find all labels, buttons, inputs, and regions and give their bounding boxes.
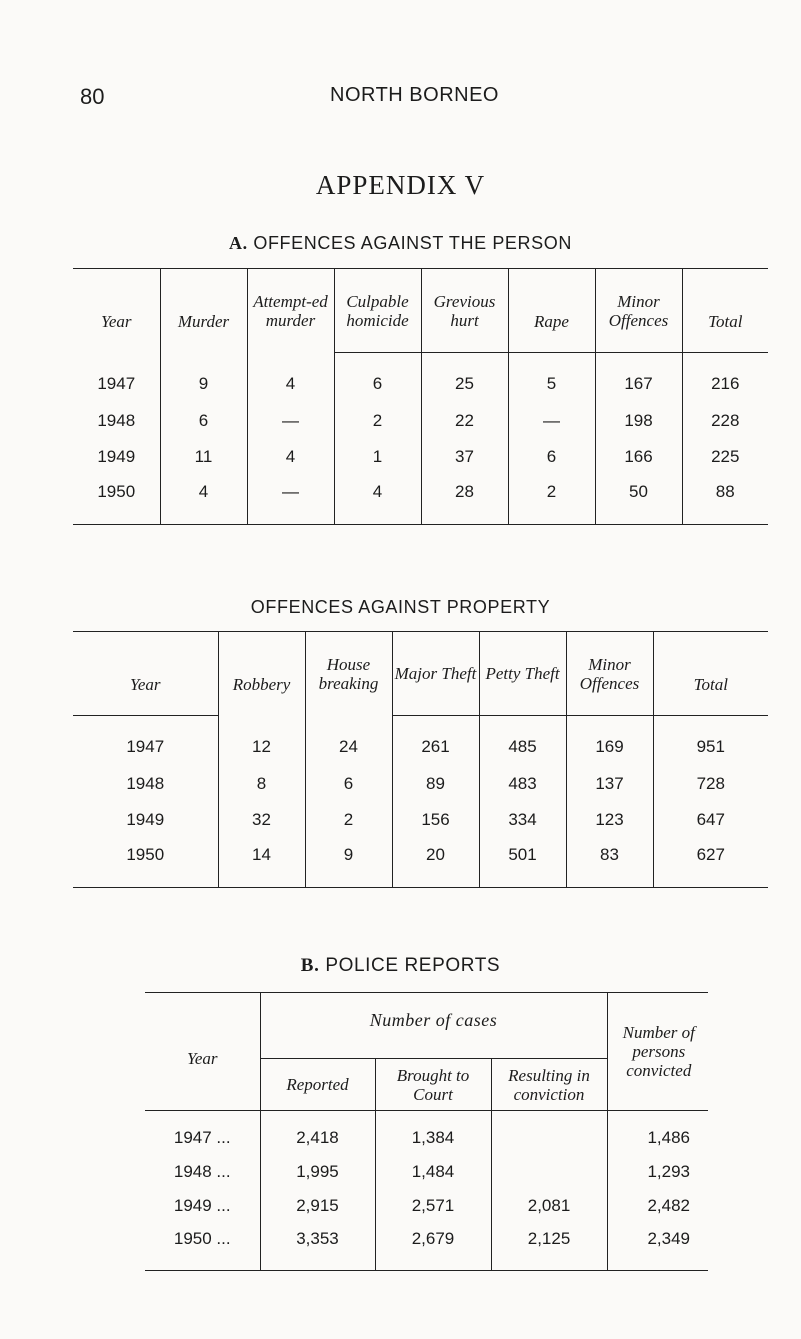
cell-culpable-homicide: 6 [334,353,421,403]
cell-murder: 11 [160,439,247,475]
cell-year: 1949 ... [173,1195,231,1215]
cell-year: 1950 ... [145,1223,260,1271]
cell-attempted-murder: — [247,403,334,439]
col-header-minor-offences: Minor Offences [595,269,682,353]
cell-persons-convicted: 2,349 [607,1223,708,1271]
cell-minor-offences: 169 [566,716,653,766]
cell-robbery: 32 [218,802,305,838]
col-header-total: Total [653,632,768,716]
cell-resulting-in-conviction [491,1111,607,1155]
cell-attempted-murder: 4 [247,353,334,403]
section-a-heading [0,233,801,254]
cell-minor-offences: 123 [566,802,653,838]
cell-year: 1949 [97,446,136,466]
police-reports-table [145,992,708,1271]
cell-total: 225 [682,439,768,475]
col-header-minor-offences: Minor Offences [566,632,653,716]
cell-robbery: 8 [218,766,305,802]
cell-house-breaking: 2 [305,802,392,838]
cell-grevious-hurt: 28 [421,475,508,525]
cell-total: 951 [653,716,768,766]
section-a-title: OFFENCES AGAINST THE PERSON [253,233,572,253]
cell-reported: 2,418 [260,1111,375,1155]
cell-brought-to-court: 1,384 [375,1111,491,1155]
cell-major-theft: 261 [392,716,479,766]
cell-brought-to-court: 1,484 [375,1155,491,1189]
cell-minor-offences: 137 [566,766,653,802]
cell-house-breaking: 6 [305,766,392,802]
cell-brought-to-court: 2,679 [375,1223,491,1271]
cell-total: 228 [682,403,768,439]
col-header-persons-convicted: Number of persons convicted [607,993,708,1111]
col-header-resulting-in-conviction: Resulting in conviction [491,1059,607,1111]
cell-resulting-in-conviction [491,1155,607,1189]
cell-culpable-homicide: 2 [334,403,421,439]
cell-grevious-hurt: 37 [421,439,508,475]
cell-petty-theft: 483 [479,766,566,802]
col-header-number-of-cases: Number of cases [260,993,607,1059]
cell-house-breaking: 9 [305,838,392,888]
cell-major-theft: 89 [392,766,479,802]
cell-petty-theft: 501 [479,838,566,888]
section-a-letter: A. [229,233,248,253]
cell-reported: 2,915 [260,1189,375,1223]
col-header-rape: Rape [508,269,595,353]
cell-rape: 5 [508,353,595,403]
cell-resulting-in-conviction: 2,125 [491,1223,607,1271]
cell-minor-offences: 83 [566,838,653,888]
cell-rape: 6 [508,439,595,475]
cell-major-theft: 20 [392,838,479,888]
cell-year: 1948 ... [173,1161,231,1181]
cell-total: 216 [682,353,768,403]
cell-murder: 4 [160,475,247,525]
cell-robbery: 12 [218,716,305,766]
cell-minor-offences: 198 [595,403,682,439]
section-b-letter: B. [300,955,320,976]
cell-total: 647 [653,802,768,838]
col-header-year: Year [73,269,160,353]
cell-reported: 3,353 [260,1223,375,1271]
col-header-attempted-murder: Attempt-ed murder [247,269,334,353]
col-header-culpable-homicide: Culpable homicide [334,269,421,353]
cell-petty-theft: 485 [479,716,566,766]
col-header-brought-to-court: Brought to Court [375,1059,491,1111]
cell-minor-offences: 166 [595,439,682,475]
cell-petty-theft: 334 [479,802,566,838]
col-header-reported: Reported [260,1059,375,1111]
cell-minor-offences: 167 [595,353,682,403]
running-head: NORTH BORNEO [330,84,499,106]
col-header-grevious-hurt: Grevious hurt [421,269,508,353]
col-header-year: Year [145,993,260,1111]
cell-total: 728 [653,766,768,802]
cell-year: 1947 [97,373,136,393]
cell-resulting-in-conviction: 2,081 [491,1189,607,1223]
cell-minor-offences: 50 [595,475,682,525]
cell-grevious-hurt: 22 [421,403,508,439]
offences-property-table [73,631,768,888]
cell-year: 1947 [126,736,165,756]
cell-year: 1948 [126,773,165,793]
cell-rape: 2 [508,475,595,525]
col-header-total: Total [682,269,768,353]
cell-total: 88 [682,475,768,525]
cell-attempted-murder: — [247,475,334,525]
cell-persons-convicted: 2,482 [607,1189,708,1223]
section-property-title: OFFENCES AGAINST PROPERTY [250,597,551,617]
cell-rape: — [508,403,595,439]
section-b-title: POLICE REPORTS [325,955,501,976]
col-header-major-theft: Major Theft [392,632,479,716]
cell-total: 627 [653,838,768,888]
cell-year: 1948 [97,410,136,430]
cell-year: 1950 [73,475,160,525]
page-number: 80 [80,84,105,109]
cell-major-theft: 156 [392,802,479,838]
cell-grevious-hurt: 25 [421,353,508,403]
cell-reported: 1,995 [260,1155,375,1189]
col-header-house-breaking: House breaking [305,632,392,716]
appendix-title: APPENDIX V [315,170,486,200]
col-header-murder: Murder [160,269,247,353]
section-b-heading [0,955,801,977]
cell-attempted-murder: 4 [247,439,334,475]
col-header-year: Year [73,632,218,716]
cell-culpable-homicide: 1 [334,439,421,475]
cell-year: 1947 ... [173,1127,231,1147]
col-header-robbery: Robbery [218,632,305,716]
cell-year: 1949 [126,809,165,829]
cell-persons-convicted: 1,486 [607,1111,708,1155]
cell-culpable-homicide: 4 [334,475,421,525]
cell-persons-convicted: 1,293 [607,1155,708,1189]
cell-robbery: 14 [218,838,305,888]
offences-person-table [73,268,768,525]
cell-year: 1950 [73,838,218,888]
cell-brought-to-court: 2,571 [375,1189,491,1223]
cell-murder: 9 [160,353,247,403]
cell-murder: 6 [160,403,247,439]
cell-house-breaking: 24 [305,716,392,766]
col-header-petty-theft: Petty Theft [479,632,566,716]
